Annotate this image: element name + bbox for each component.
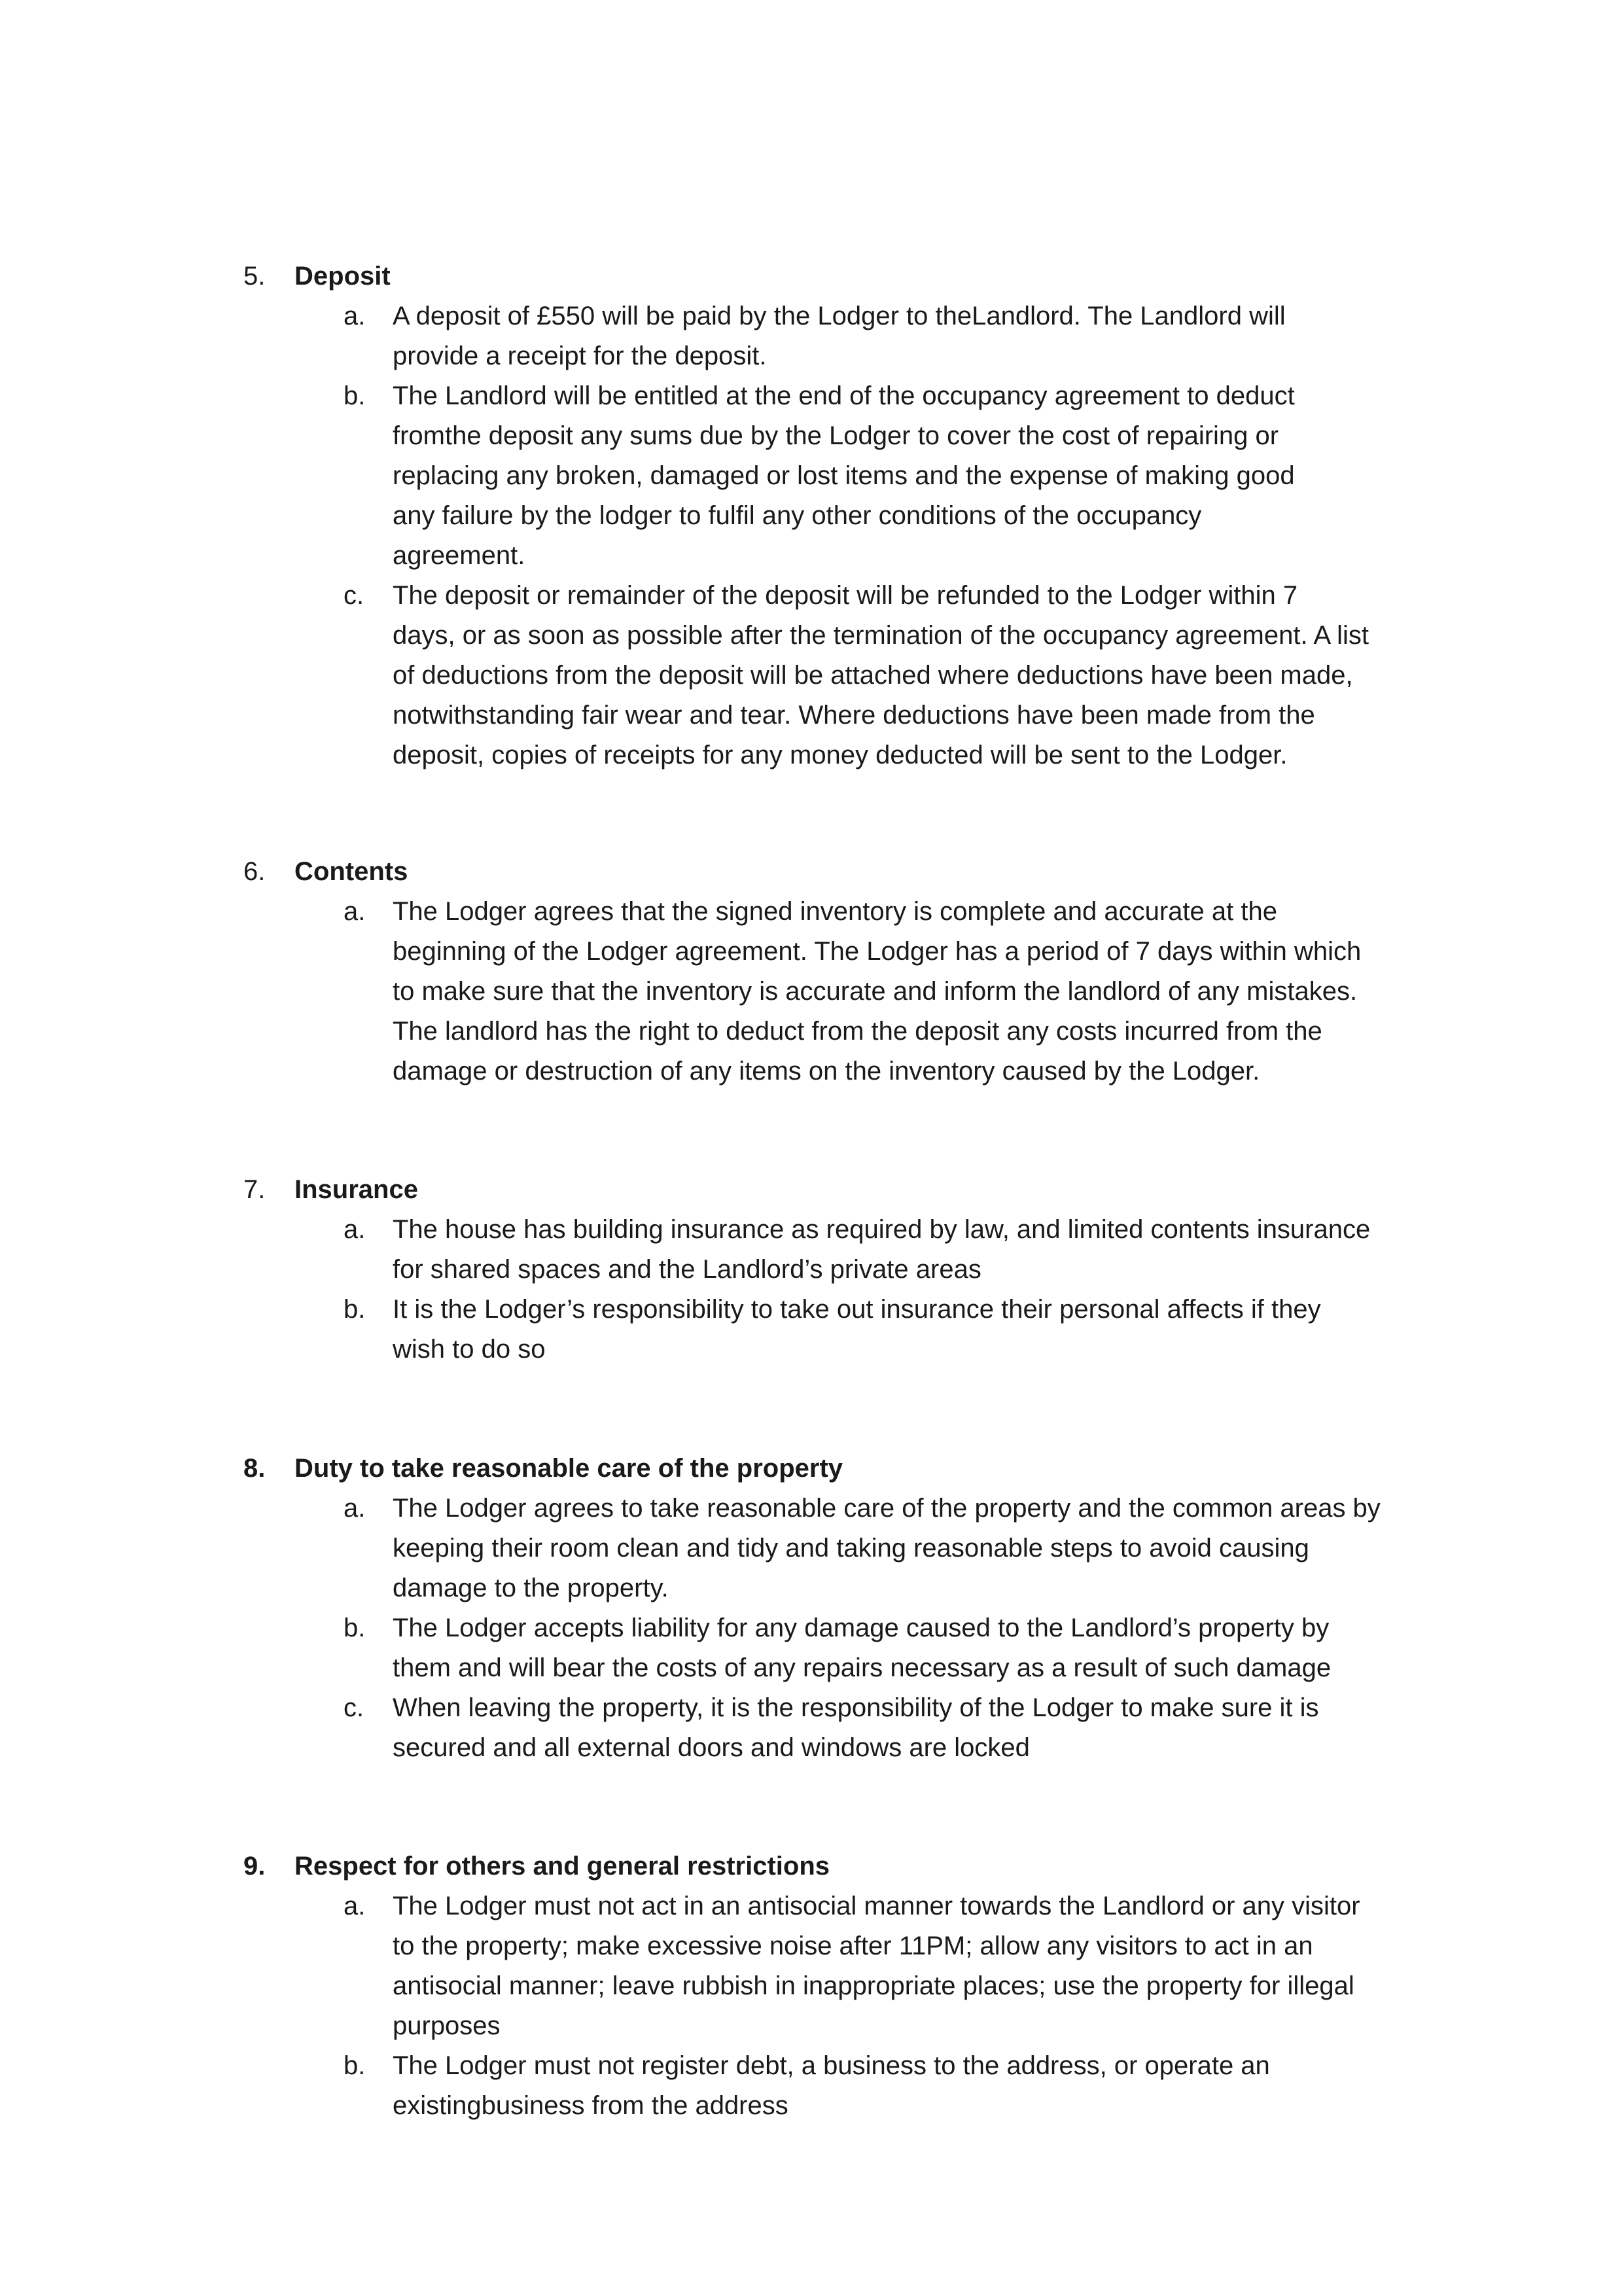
section-number: 5. xyxy=(243,262,266,291)
item-text: The Lodger accepts liability for any damage caused to the Landlord’s property by them and will bear the costs of any repairs necessary as a result of such damage xyxy=(393,1614,1332,1682)
list-item xyxy=(0,1210,1624,1290)
item-text: The Lodger must not act in an antisocial manner towards the Landlord or any visitor to the property; make excessive noise after 11PM; allow any visitors to act in an antisocial manner; leave rubbish in inappropriate places; use the property for illegal purposes xyxy=(393,1892,1360,2040)
item-text: The house has building insurance as required by law, and limited contents insurance for shared spaces and the Landlord’s private areas xyxy=(393,1215,1371,1284)
item-letter: b. xyxy=(344,1295,366,1324)
item-letter: c. xyxy=(344,1693,364,1722)
section-title: Duty to take reasonable care of the property xyxy=(294,1454,843,1483)
list-item xyxy=(0,892,1624,1091)
item-letter: b. xyxy=(344,1614,366,1642)
item-letter: b. xyxy=(344,2051,366,2080)
item-letter: c. xyxy=(344,581,364,610)
item-text: The Landlord will be entitled at the end of the occupancy agreement to deduct fromthe deposit any sums due by the Lodger to cover the cost of repairing or replacing any broken, damaged or lost items and the expense of making good any failure by the lodger to fulfil any other conditions of the occupancy agreement. xyxy=(393,381,1295,570)
section-heading xyxy=(0,1170,1624,1210)
item-letter: a. xyxy=(344,1494,366,1523)
list-item xyxy=(0,1608,1624,1688)
item-letter: a. xyxy=(344,1215,366,1244)
list-item xyxy=(0,1688,1624,1768)
item-text: The Lodger agrees that the signed inventory is complete and accurate at the beginning of the Lodger agreement. The Lodger has a period of 7 days within which to make sure that the inventory is accurate and inform the landlord of any mistakes. The landlord has the right to deduct from the deposit any costs incurred from the damage or destruction of any items on the inventory caused by the Lodger. xyxy=(393,897,1362,1086)
section-contents xyxy=(0,852,1624,1091)
list-item xyxy=(0,2046,1624,2126)
item-letter: a. xyxy=(344,302,366,330)
item-letter: a. xyxy=(344,1892,366,1920)
section-title: Deposit xyxy=(294,262,391,291)
item-letter: a. xyxy=(344,897,366,926)
section-insurance xyxy=(0,1170,1624,1369)
item-text: The deposit or remainder of the deposit will be refunded to the Lodger within 7 days, or as soon as possible after the termination of the occupancy agreement. A list of deductions from the deposit will be attached where deductions have been made, notwithstanding fair wear and tear. Where deductions have been made from the deposit, copies of receipts for any money deducted will be sent to the Lodger. xyxy=(393,581,1369,769)
section-number: 7. xyxy=(243,1175,266,1204)
section-number: 9. xyxy=(243,1852,266,1881)
list-item xyxy=(0,1290,1624,1369)
list-item xyxy=(0,1886,1624,2046)
section-title: Respect for others and general restrictions xyxy=(294,1852,830,1881)
item-text: The Lodger agrees to take reasonable care of the property and the common areas by keeping their room clean and tidy and taking reasonable steps to avoid causing damage to the property. xyxy=(393,1494,1381,1602)
section-heading xyxy=(0,1449,1624,1489)
item-text: The Lodger must not register debt, a business to the address, or operate an existingbusiness from the address xyxy=(393,2051,1270,2120)
section-reasonable-care xyxy=(0,1449,1624,1768)
item-text: It is the Lodger’s responsibility to take out insurance their personal affects if they wish to do so xyxy=(393,1295,1321,1364)
list-item xyxy=(0,576,1624,775)
section-number: 8. xyxy=(243,1454,266,1483)
section-deposit xyxy=(0,256,1624,775)
list-item xyxy=(0,1489,1624,1608)
item-letter: b. xyxy=(344,381,366,410)
section-number: 6. xyxy=(243,857,266,886)
list-item xyxy=(0,296,1624,376)
item-text: A deposit of £550 will be paid by the Lodger to theLandlord. The Landlord will provide a receipt for the deposit. xyxy=(393,302,1286,370)
section-title: Insurance xyxy=(294,1175,418,1204)
section-heading xyxy=(0,852,1624,892)
section-respect-restrictions xyxy=(0,1846,1624,2126)
section-heading xyxy=(0,1846,1624,1886)
item-text: When leaving the property, it is the responsibility of the Lodger to make sure it is secured and all external doors and windows are locked xyxy=(393,1693,1319,1762)
list-item xyxy=(0,376,1624,576)
section-heading xyxy=(0,256,1624,296)
section-title: Contents xyxy=(294,857,408,886)
